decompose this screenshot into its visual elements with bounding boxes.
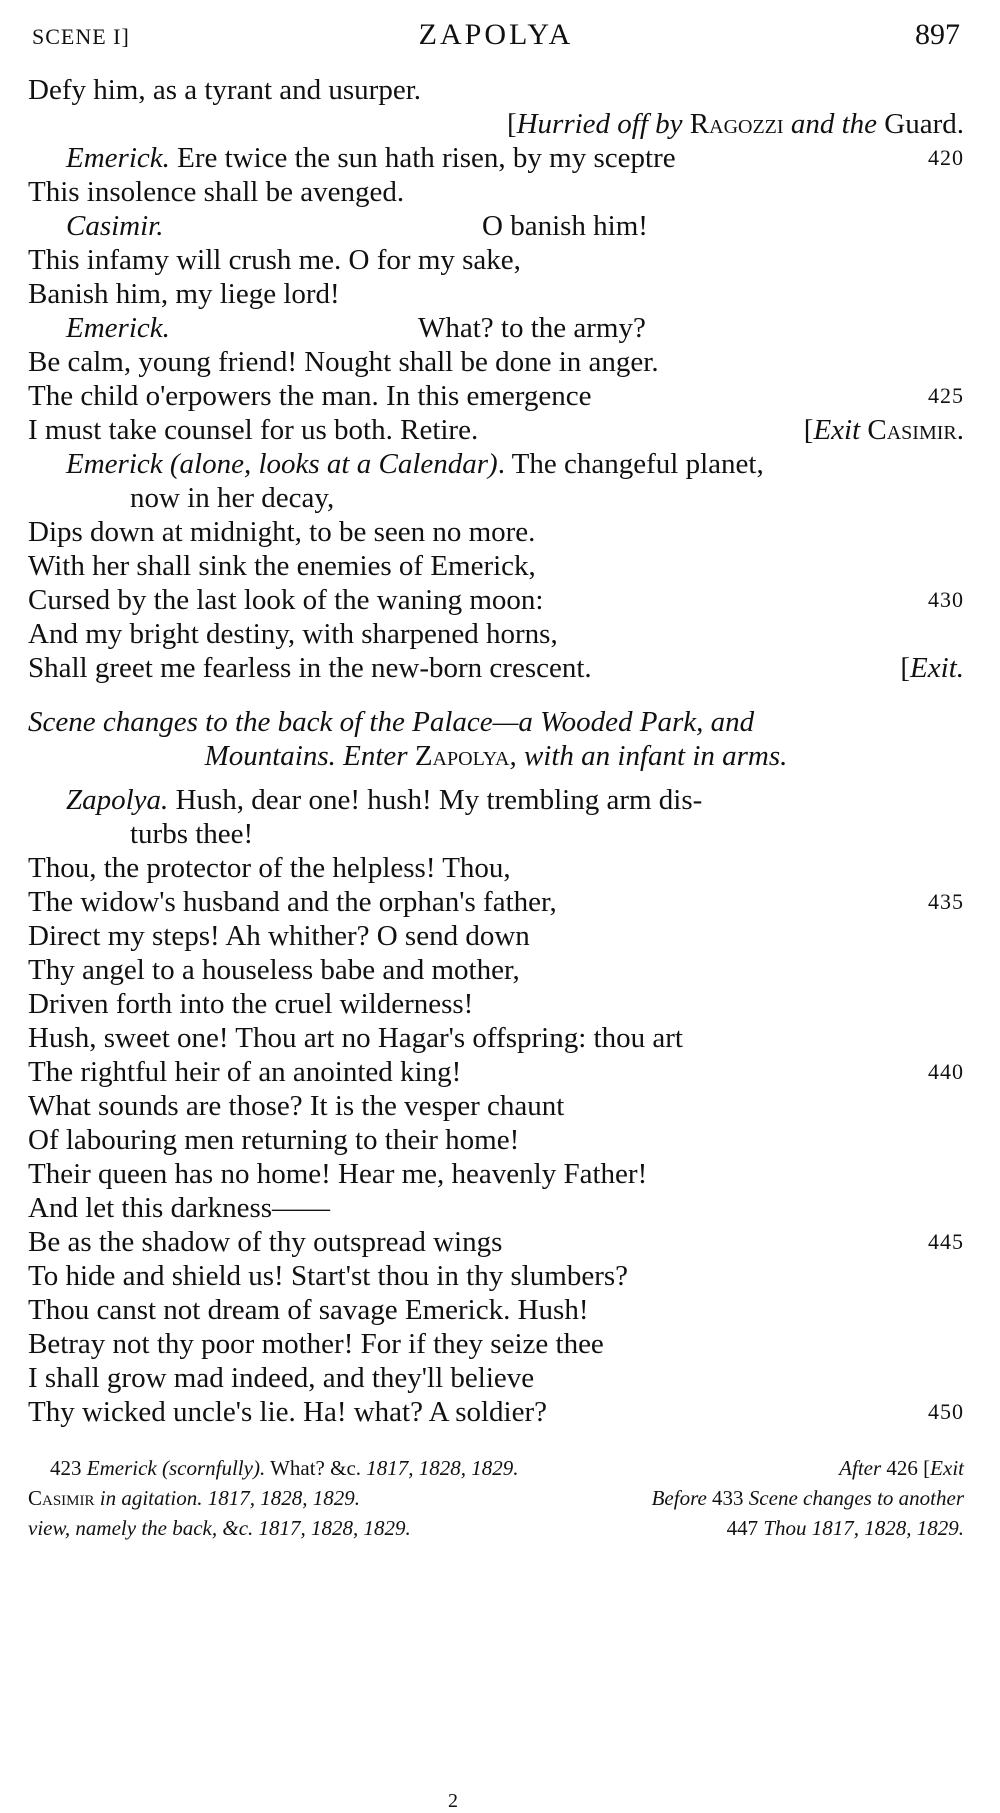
verse-line: Their queen has no home! Hear me, heavenly Father! <box>28 1158 648 1190</box>
scene-direction: Mountains. Enter Zapolya, with an infant in arms. <box>204 740 788 772</box>
speaker-name: Emerick. <box>66 312 170 344</box>
verse-line: And my bright destiny, with sharpened horns, <box>28 618 558 650</box>
footnote: view, namely the back, &c. 1817, 1828, 1829. 447 Thou 1817, 1828, 1829. <box>28 1516 964 1540</box>
line-number: 425 <box>928 383 964 408</box>
verse-line: The widow's husband and the orphan's father, 435 <box>28 882 964 922</box>
verse-line: I shall grow mad indeed, and they'll believe <box>28 1362 535 1394</box>
verse-line: now in her decay, <box>130 482 335 514</box>
signature-mark: 2 <box>448 1790 458 1812</box>
line-number: 440 <box>928 1059 964 1084</box>
verse-line: Driven forth into the cruel wilderness! <box>28 988 474 1020</box>
stage-direction-exit: [Hurried off by Ragozzi and the Guard. <box>506 108 964 140</box>
verse-line: Thou canst not dream of savage Emerick. Hush! <box>28 1294 589 1326</box>
verse-line: This infamy will crush me. O for my sake, <box>28 244 521 276</box>
speaker-name: Emerick <box>66 448 163 480</box>
verse-line: The child o'erpowers the man. In this emergence 425 <box>28 376 964 416</box>
verse-line: To hide and shield us! Start'st thou in thy slumbers? <box>28 1260 629 1292</box>
play-title: ZAPOLYA <box>418 18 574 51</box>
speaker-name: Casimir. <box>66 210 164 242</box>
page <box>28 0 964 1810</box>
verse-line: Cursed by the last look of the waning moon: 430 <box>28 580 964 620</box>
verse-line: Be as the shadow of thy outspread wings 445 <box>28 1222 964 1262</box>
running-header <box>28 18 964 54</box>
line-number: 445 <box>928 1229 964 1254</box>
speaker-name: Zapolya. <box>66 784 169 816</box>
scene-direction: Scene changes to the back of the Palace—a Wooded Park, and <box>28 706 755 738</box>
verse-line: Of labouring men returning to their home! <box>28 1124 520 1156</box>
verse-line: Thy wicked uncle's lie. Ha! what? A soldier? 450 <box>28 1392 964 1432</box>
footnote: 423 Emerick (scornfully). What? &c. 1817, 1828, 1829. After 426 [Exit <box>50 1456 964 1480</box>
scene-label: SCENE I] <box>32 24 130 49</box>
verse-line: Direct my steps! Ah whither? O send down <box>28 920 530 952</box>
page-number: 897 <box>915 18 960 51</box>
verse-line: Thy angel to a houseless babe and mother, <box>28 954 520 986</box>
verse-line: And let this darkness—— <box>28 1192 331 1224</box>
verse-line: Hush, sweet one! Thou art no Hagar's offspring: thou art <box>28 1022 683 1054</box>
verse-line: Be calm, young friend! Nought shall be done in anger. <box>28 346 659 378</box>
verse-line: Dips down at midnight, to be seen no more. <box>28 516 536 548</box>
speaker-name: Emerick. <box>66 142 170 174</box>
verse-line: Betray not thy poor mother! For if they seize thee <box>28 1328 604 1360</box>
verse-line: Zapolya. Hush, dear one! hush! My trembling arm dis- <box>66 784 703 816</box>
verse-line: Banish him, my liege lord! <box>28 278 340 310</box>
line-number: 430 <box>928 587 964 612</box>
verse-line: Defy him, as a tyrant and usurper. <box>28 74 422 106</box>
line-number: 420 <box>928 145 964 170</box>
verse-line: The rightful heir of an anointed king! 440 <box>28 1052 964 1092</box>
verse-line: Emerick. What? to the army? <box>66 312 646 344</box>
verse-line: I must take counsel for us both. Retire. [Exit Casimir. <box>28 414 964 446</box>
line-number: 450 <box>928 1399 964 1424</box>
verse-line: What sounds are those? It is the vesper chaunt <box>28 1090 565 1122</box>
verse-line: Emerick (alone, looks at a Calendar). The changeful planet, <box>66 448 764 480</box>
verse-line: Thou, the protector of the helpless! Thou, <box>28 852 511 884</box>
line-number: 435 <box>928 889 964 914</box>
verse-line: Emerick. Ere twice the sun hath risen, by my sceptre 420 <box>28 138 964 178</box>
verse-line: With her shall sink the enemies of Emerick, <box>28 550 536 582</box>
footnote: Casimir in agitation. 1817, 1828, 1829. Before 433 Scene changes to another <box>28 1486 964 1510</box>
verse-line: turbs thee! <box>130 818 254 850</box>
verse-line: Casimir. O banish him! <box>66 210 648 242</box>
verse-line: Shall greet me fearless in the new-born crescent. [Exit. <box>28 652 964 684</box>
verse-line: This insolence shall be avenged. <box>28 176 405 208</box>
